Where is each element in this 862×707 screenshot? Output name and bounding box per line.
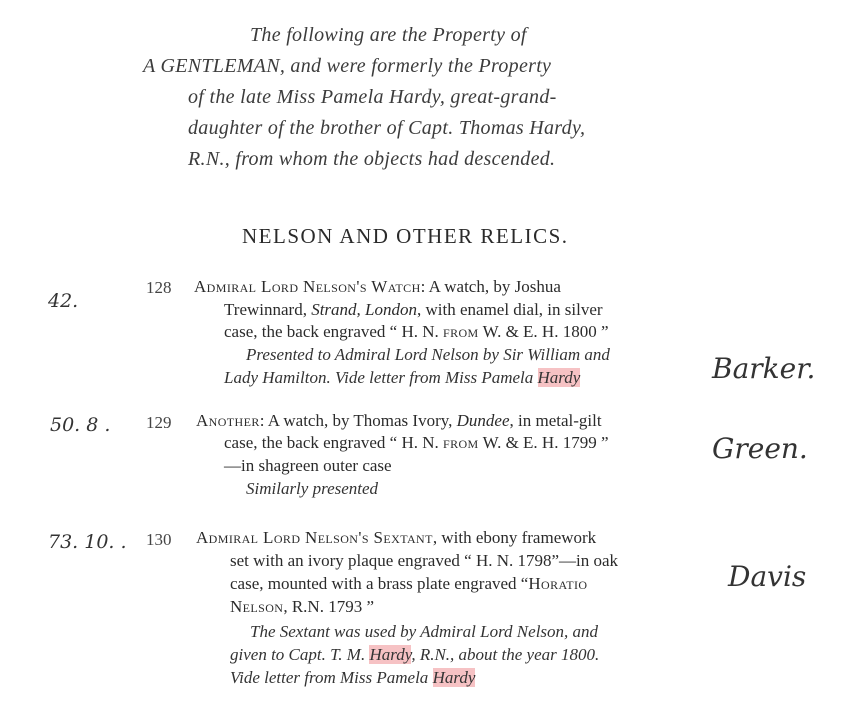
lot-129-line-1: Another: A watch, by Thomas Ivory, Dundee, in metal-gilt	[196, 411, 602, 430]
highlight-hardy: Hardy	[432, 668, 476, 687]
lot-128-line-3: case, the back engraved “ H. N. from W. & E. H. 1800 ”	[224, 322, 609, 341]
lot-129-buyer-note: Green.	[712, 432, 808, 465]
lot-129-note-1: Similarly presented	[246, 479, 379, 498]
lot-130-line-2: set with an ivory plaque engraved “ H. N. 1798”—in oak	[230, 551, 619, 570]
lot-128-note-1: Presented to Admiral Lord Nelson by Sir William and	[246, 345, 610, 364]
lot-129-number: 129	[146, 413, 172, 432]
lot-130-buyer-note: Davis	[728, 560, 807, 593]
intro-line-3: of the late Miss Pamela Hardy, great-grand-	[188, 86, 557, 108]
lot-129-line-2: case, the back engraved “ H. N. from W. & E. H. 1799 ”	[224, 433, 609, 452]
lot-130-note-1: The Sextant was used by Admiral Lord Nelson, and	[250, 622, 599, 641]
lot-129-price-note: 50. 8 .	[50, 414, 111, 436]
highlight-hardy: Hardy	[537, 368, 581, 387]
section-heading: NELSON AND OTHER RELICS.	[242, 224, 569, 248]
highlight-hardy: Hardy	[369, 645, 412, 664]
lot-128-number: 128	[146, 278, 172, 297]
lot-130-number: 130	[146, 530, 172, 549]
lot-128-price-note: 42.	[48, 290, 79, 312]
lot-128-note-2: Lady Hamilton. Vide letter from Miss Pamela Hardy	[224, 368, 581, 387]
lot-130-note-3: Vide letter from Miss Pamela Hardy	[230, 668, 476, 687]
lot-130-title: Admiral Lord Nelson's Sextant	[196, 528, 433, 547]
intro-line-2: A GENTLEMAN, and were formerly the Property	[143, 55, 552, 77]
lot-130-line-3: case, mounted with a brass plate engraved “Horatio	[230, 574, 588, 593]
intro-line-1: The following are the Property of	[250, 24, 527, 46]
lot-128-line-1: Admiral Lord Nelson's Watch: A watch, by Joshua	[194, 277, 561, 296]
intro-line-5: R.N., from whom the objects had descended.	[188, 148, 556, 170]
lot-128-line-2: Trewinnard, Strand, London, with enamel dial, in silver	[224, 300, 603, 319]
lot-129-title: Another	[196, 411, 260, 430]
lot-130-price-note: 73. 10. .	[48, 531, 127, 553]
lot-128-buyer-note: Barker.	[712, 352, 816, 385]
lot-130-line-4: Nelson, R.N. 1793 ”	[230, 597, 375, 616]
intro-line-4: daughter of the brother of Capt. Thomas Hardy,	[188, 117, 586, 139]
lot-128-title: Admiral Lord Nelson's Watch	[194, 277, 421, 296]
lot-130-note-2: given to Capt. T. M. Hardy, R.N., about the year 1800.	[230, 645, 600, 664]
lot-129-line-3: —in shagreen outer case	[224, 456, 392, 475]
lot-130-line-1: Admiral Lord Nelson's Sextant, with ebony framework	[196, 528, 597, 547]
